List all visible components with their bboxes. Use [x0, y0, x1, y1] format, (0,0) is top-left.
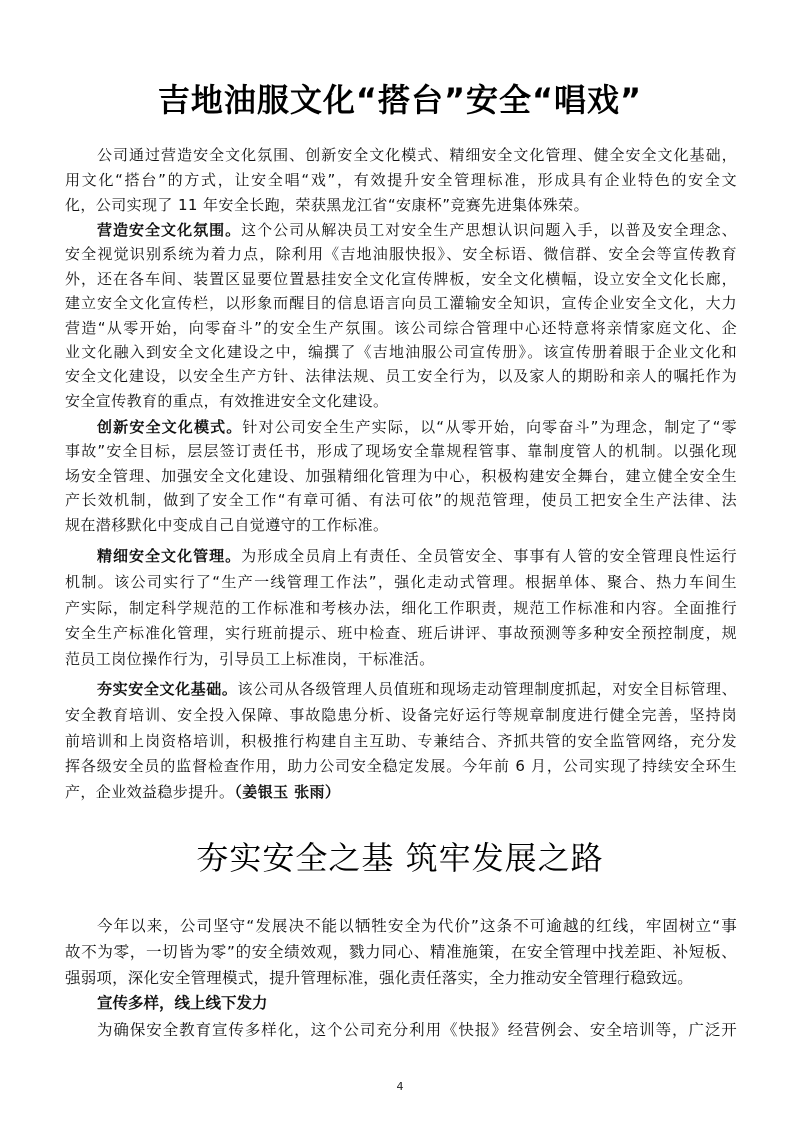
- paragraph-promotion: [65, 1017, 737, 1043]
- line-text: 安全视觉识别系统为着力点，除利用《吉地油服快报》、安全标语、微信群、安全会等宣传教育: [65, 245, 737, 264]
- text-line: [65, 218, 737, 242]
- line-text: 为形成全员肩上有责任、全员管安全、事事有人管的安全管理良性运行: [241, 547, 737, 566]
- text-line: [65, 913, 737, 939]
- line-text: 化，公司实现了 11 年安全长跑，荣获黑龙江省“安康杯”竞赛先进集体殊荣。: [65, 195, 589, 214]
- line-text: 为确保安全教育宣传多样化，这个公司充分利用《快报》经营例会、安全培训等，广泛开: [97, 1021, 737, 1039]
- text-line: [65, 703, 737, 729]
- text-line: [65, 647, 737, 673]
- text-line: [65, 242, 737, 266]
- paragraph-culture-foundation: [65, 677, 737, 806]
- line-text: 今年以来，公司坚守“发展决不能以牺牲安全为代价”这条不可逾越的红线，牢固树立“事: [97, 917, 737, 935]
- line-text: 用文化“搭台”的方式，让安全唱“戏”，有效提升安全管理标准，形成具有企业特色的安全文: [65, 170, 737, 189]
- text-line: [65, 389, 737, 413]
- line-text: 产长效机制，做到了安全工作“有章可循、有法可依”的规范管理，使员工把安全生产法律、法: [65, 491, 737, 510]
- line-text: 安全生产标准化管理，实行班前提示、班中检查、班后讲评、事故预测等多种安全预控制度，规: [65, 624, 737, 643]
- line-text: 挥各级安全员的监督检查作用，助力公司安全稳定发展。今年前 6 月，公司实现了持续安全环生: [65, 757, 737, 776]
- paragraph-culture-atmosphere: [65, 218, 737, 414]
- text-line: [65, 570, 737, 596]
- line-text: 这个公司从解决员工对安全生产思想认识问题入手，以普及安全理念、: [241, 220, 737, 239]
- paragraph-culture-model: [65, 415, 737, 538]
- line-text: 公司通过营造安全文化氛围、创新安全文化模式、精细安全文化管理、健全安全文化基础，: [97, 145, 737, 164]
- article-title: 吉地油服文化“搭台”安全“唱戏”: [157, 81, 643, 119]
- line-text: 建立安全文化宣传栏，以形象而醒目的信息语言向员工灌输安全知识，宣传企业安全文化，大力: [65, 294, 737, 313]
- line-text: 针对公司安全生产实际，以“从零开始，向零奋斗”为理念，制定了“零: [242, 417, 737, 436]
- text-line: [65, 754, 737, 780]
- page-number: 4: [396, 1080, 404, 1093]
- text-line: [65, 965, 737, 991]
- byline: （姜银玉 张雨）: [234, 783, 341, 802]
- line-text: 范员工岗位操作行为，引导员工上标准岗，干标准活。: [65, 650, 435, 669]
- line-text: 营造“从零开始，向零奋斗”的安全生产氛围。该公司综合管理中心还特意将亲情家庭文化、企: [65, 318, 737, 337]
- text-line: [65, 291, 737, 315]
- text-line: [65, 439, 737, 464]
- article-title: 夯实安全之基 筑牢发展之路: [196, 839, 604, 877]
- text-line: [65, 1017, 737, 1043]
- paragraph-lead: 精细安全文化管理。: [97, 547, 242, 566]
- line-text: 产实际，制定科学规范的工作标准和考核办法，细化工作职责，规范工作标准和内容。全面推行: [65, 598, 737, 617]
- text-line: [65, 364, 737, 388]
- text-line: [65, 340, 737, 364]
- text-line: [65, 780, 737, 806]
- section-subheading: 宣传多样，线上线下发力: [97, 994, 268, 1012]
- paragraph-lead: 夯实安全文化基础。: [97, 680, 238, 699]
- line-text: 安全文化建设，以安全生产方针、法律法规、员工安全行为，以及家人的期盼和亲人的嘱托作为: [65, 367, 737, 386]
- text-line: [65, 168, 737, 193]
- line-text: 安全宣传教育的重点，有效推进安全文化建设。: [65, 391, 389, 410]
- text-line: [65, 677, 737, 703]
- line-text: 该公司从各级管理人员值班和现场走动管理制度抓起，对安全目标管理、: [237, 680, 737, 699]
- intro-paragraph: [65, 143, 737, 218]
- text-line: [65, 193, 737, 218]
- line-text: 场安全管理、加强安全文化建设、加强精细化管理为中心，积极构建安全舞台，建立健全安全生: [65, 466, 737, 485]
- text-line: [65, 939, 737, 965]
- text-line: [65, 415, 737, 440]
- line-text: 故不为零，一切皆为零”的安全绩效观，戮力同心、精准施策，在安全管理中找差距、补短板、: [65, 943, 737, 961]
- text-line: [65, 143, 737, 168]
- line-text: 产，企业效益稳步提升。: [65, 783, 235, 802]
- text-line: [65, 488, 737, 513]
- text-line: [65, 729, 737, 755]
- paragraph-lead: 创新安全文化模式。: [97, 417, 243, 436]
- text-line: [65, 316, 737, 340]
- text-line: [65, 621, 737, 647]
- line-text: 规在潜移默化中变成自己自觉遵守的工作标准。: [65, 515, 389, 534]
- paragraph-culture-management: [65, 544, 737, 673]
- text-line: [65, 267, 737, 291]
- text-line: [65, 464, 737, 489]
- text-line: [65, 513, 737, 538]
- line-text: 强弱项，深化安全管理模式，提升管理标准，强化责任落实，全力推动安全管理行稳致远。: [65, 969, 694, 987]
- text-line: [65, 544, 737, 570]
- line-text: 机制。该公司实行了“生产一线管理工作法”，强化走动式管理。根据单体、聚合、热力车间生: [65, 572, 737, 591]
- line-text: 外，还在各车间、装置区显要位置悬挂安全文化宣传牌板，安全文化横幅，设立安全文化长廊，: [65, 269, 737, 288]
- line-text: 事故”安全目标，层层签订责任书，形成了现场安全靠规程管事、靠制度管人的机制。以强化现: [65, 442, 737, 461]
- text-line: [65, 596, 737, 622]
- line-text: 业文化融入到安全文化建设之中，编撰了《吉地油服公司宣传册》。该宣传册着眼于企业文化和: [65, 342, 737, 361]
- line-text: 前培训和上岗资格培训，积极推行构建自主互助、专兼结合、齐抓共管的安全监管网络，充分发: [65, 731, 737, 750]
- intro-paragraph: [65, 913, 737, 991]
- paragraph-lead: 营造安全文化氛围。: [97, 220, 242, 239]
- line-text: 安全教育培训、安全投入保障、事故隐患分析、设备完好运行等规章制度进行健全完善，坚持岗: [65, 705, 737, 724]
